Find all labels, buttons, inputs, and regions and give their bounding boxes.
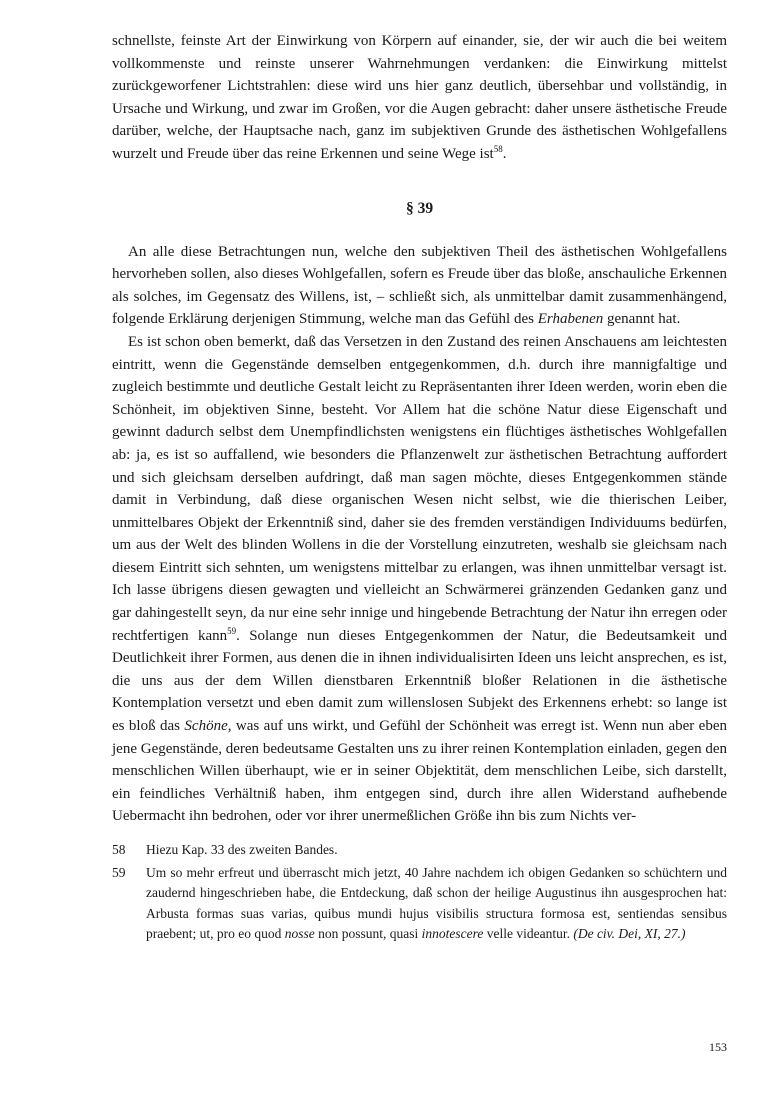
- footnotes: [112, 840, 727, 945]
- footnote-58: [112, 840, 727, 861]
- paragraph-text: genannt hat.: [603, 311, 681, 328]
- section-heading: § 39: [405, 199, 434, 217]
- paragraph-text: Es ist schon oben bemerkt, daß das Versetzen in den Zustand des reinen Anschauens am leichtesten eintritt, wenn die Gegenstände demselben entgegenkommen, d.h. durch ihre mannigfaltige und zugleich bestimmte und deutliche Gestalt leicht zu Repräsentanten ihrer Ideen werden, worin eben die Schönheit, im objektiven Sinne, besteht. Vor Allem hat die schöne Natur diese Eigenschaft und gewinnt dadurch selbst dem Unempfindlichsten wenigstens ein flüchtiges ästhetisches Wohlgefallen ab: ja, es ist so auffallend, wie besonders die Pflanzenwelt zur ästhetischen Betrachtung auffordert und sich gleichsam derselben aufdringt, daß man sagen möchte, dieses Entgegenkommen stände damit in Verbindung, daß diese organischen Wesen nicht selbst, wie die thierischen Leiber, unmittelbares Objekt der Erkenntniß sind, daher sie des fremden verständigen Individuums bedürfen, um aus der Welt des blinden Wollens in die der Vorstellung einzutreten, weshalb sie gleichsam nach diesem Eintritt sich sehnten, um wenigstens mittelbar zu erlangen, was ihnen unmittelbar versagt ist. Ich lasse übrigens diesen gewagten und vielleicht an Schwärmerei gränzenden Gedanken ganz und gar dahingestellt seyn, da nur eine sehr innige und hingebende Betrachtung der Natur ihn erregen oder rechtfertigen kann: [112, 333, 727, 644]
- citation: (De civ. Dei, XI, 27.): [573, 926, 686, 941]
- page-body: [112, 30, 727, 947]
- paragraph-text: . Solange nun dieses Entgegenkommen der Natur, die Bedeutsamkeit und Deutlichkeit ihrer Formen, aus denen die in ihnen individualisirten Ideen uns leicht ansprechen, es ist, die uns aus der dem Willen dienstbaren Erkenntniß bloßer Relationen in die ästhetische Kontemplation versetzt und eben damit zum willenslosen Subjekt des Erkennens erhebt: so lange ist es bloß das: [112, 627, 727, 735]
- emphasis-text: innotescere: [421, 926, 484, 941]
- footnote-number: 58: [112, 842, 126, 857]
- paragraph-text: , was auf uns wirkt, und Gefühl der Schönheit was erregt ist. Wenn nun aber eben jene Gegenstände, deren bedeutsame Gestalten uns zu ihrer reinen Kontemplation einladen, gegen den menschlichen Willen überhaupt, wie er in seiner Objektität, dem menschlichen Leibe, sich darstellt, ein feindliches Verhältniß haben, ihm entgegen sind, durch ihre allen Widerstand aufhebende Uebermacht ihn bedrohen, oder vor ihrer unermeßlichen Größe ihn bis zum Nichts ver-: [112, 718, 727, 825]
- emphasis-text: nosse: [284, 926, 315, 941]
- footnote-ref-58[interactable]: 58: [493, 143, 503, 154]
- footnote-text: Hiezu Kap. 33 des zweiten Bandes.: [146, 842, 338, 857]
- emphasis-text: Erhabenen: [537, 311, 604, 328]
- footnote-number: 59: [112, 864, 126, 880]
- footnote-text: Um so mehr erfreut und überrascht mich jetzt, 40 Jahre nachdem ich obigen Gedanken so schüchtern und zaudernd hingeschrieben habe, die Entdeckung, daß schon der heilige Augustinus ihn ausgesprochen hat: Arbusta formas suas varias, quibus mundi hujus visibilis structura formosa est, sentiendas sensibus praebent; ut, pro eo quod nosse non possunt, quasi innotescere velle videantur. (De civ. Dei, XI, 27.): [146, 864, 727, 941]
- footnote-59: [112, 863, 727, 945]
- continued-paragraph: [112, 30, 727, 166]
- footnote-ref-59[interactable]: 59: [227, 625, 237, 636]
- paragraph-1: [112, 241, 727, 331]
- page-number: 153: [709, 1040, 727, 1054]
- paragraph-text: An alle diese Betrachtungen nun, welche den subjektiven Theil des ästhetischen Wohlgefallens hervorheben sollen, also dieses Wohlgefallen, sofern es Freude über das bloße, anschauliche Erkennen als solches, im Gegensatz des Willens, ist, – schließt sich, als unmittelbar damit zusammenhängend, folgende Erklärung derjenigen Stimmung, welche man das Gefühl des: [112, 243, 727, 328]
- paragraph-text: .: [502, 145, 507, 162]
- emphasis-text: Schöne: [184, 718, 228, 735]
- paragraph-2: [112, 331, 727, 828]
- paragraph-text: schnellste, feinste Art der Einwirkung von Körpern auf einander, sie, der wir auch die bei weitem vollkommenste und reinste unserer Wahrnehmungen verdanken: die Einwirkung mittelst zurückgeworfener Lichtstrahlen: diese wird uns hier ganz deutlich, übersehbar und vollständig, in Ursache und Wirkung, und zwar im Großen, vor die Augen gebracht: daher unsere ästhetische Freude darüber, welche, der Hauptsache nach, ganz im subjektiven Grunde des ästhetischen Wohlgefallens wurzelt und Freude über das reine Erkennen und seine Wege ist: [112, 33, 727, 162]
